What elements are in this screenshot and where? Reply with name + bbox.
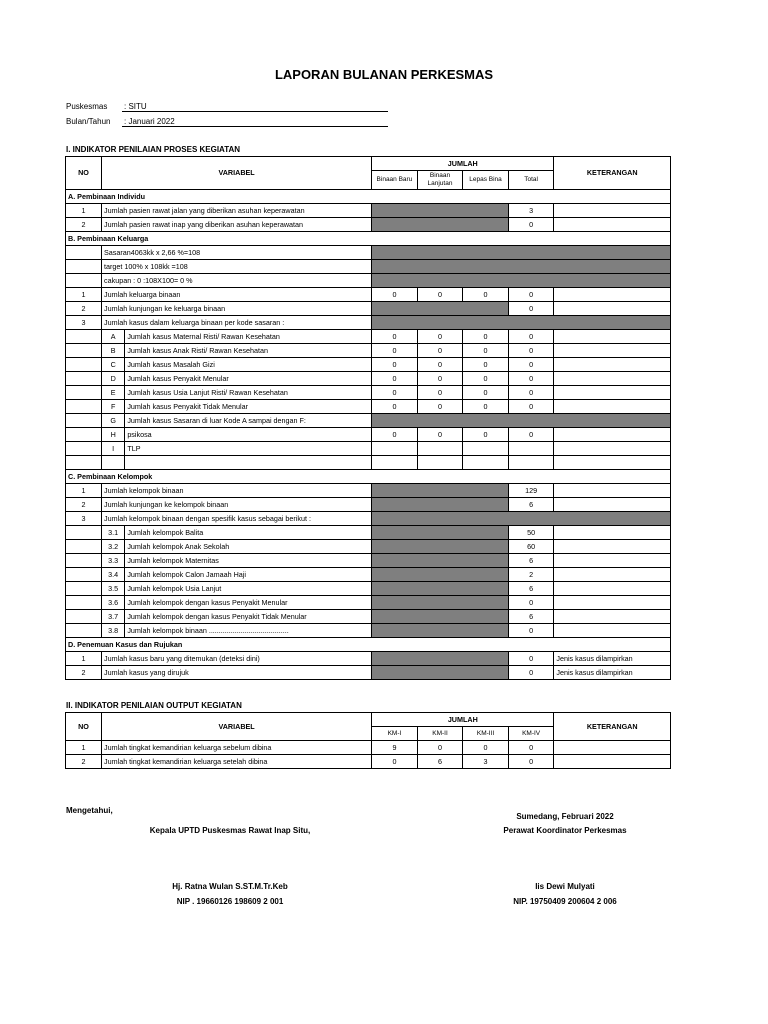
row-no: 2 [66,755,102,769]
table-row [66,428,671,442]
table-row [66,540,671,554]
row-variabel: Jumlah kelompok dengan kasus Penyakit Tidak Menular [125,610,372,624]
row-code: C [102,358,125,372]
row-no: 2 [66,666,102,680]
row-km2: 6 [417,755,463,769]
row-no: 2 [66,302,102,316]
row-total: 0 [508,344,554,358]
row-variabel: Jumlah kelompok dengan kasus Penyakit Menular [125,596,372,610]
row-code: 3.6 [102,596,125,610]
table-row [66,610,671,624]
shaded-cell [372,316,671,330]
row-km3: 0 [463,741,509,755]
table-row [66,246,671,260]
report-title: LAPORAN BULANAN PERKESMAS [274,67,494,82]
row-keterangan [554,755,671,769]
col-lepas-bina: Lepas Bina [463,171,509,190]
row-variabel: Jumlah keluarga binaan [102,288,372,302]
right-signer-nip: NIP. 19750409 200604 2 006 [513,897,617,906]
row-km1: 0 [372,755,418,769]
table-row [66,666,671,680]
row-no: 3 [66,512,102,526]
shaded-cell [372,302,509,316]
empty-cell [66,260,102,274]
row-no: 1 [66,741,102,755]
row-no: 1 [66,484,102,498]
table-row [66,400,671,414]
row-variabel: Jumlah kunjungan ke keluarga binaan [102,302,372,316]
row-variabel: Jumlah kasus Sasaran di luar Kode A sampai dengan F: [125,414,372,428]
note-sasaran: Sasaran4063kk x 2,66 %=108 [102,246,372,260]
table-row [66,288,671,302]
section-2-title: II. INDIKATOR PENILAIAN OUTPUT KEGIATAN [66,701,242,710]
row-total: 50 [508,526,554,540]
row-total: 0 [508,428,554,442]
row-variabel: psikosa [125,428,372,442]
row-binaan-lanjutan: 0 [417,386,463,400]
row-binaan-baru: 0 [372,344,418,358]
shaded-cell [372,554,509,568]
col-keterangan-header: KETERANGAN [554,157,671,190]
process-indicator-table [65,156,671,680]
row-no: 1 [66,204,102,218]
col-variabel-header: VARIABEL [102,157,372,190]
row-km2: 0 [417,741,463,755]
row-variabel: Jumlah pasien rawat inap yang diberikan asuhan keperawatan [102,218,372,232]
row-lepas-bina: 0 [463,344,509,358]
row-variabel: Jumlah pasien rawat jalan yang diberikan asuhan keperawatan [102,204,372,218]
table-row [66,274,671,288]
col-km4: KM-IV [508,727,554,741]
row-no: 2 [66,218,102,232]
shaded-cell [372,484,509,498]
row-no: 1 [66,288,102,302]
row-total: 0 [508,624,554,638]
table-row [66,596,671,610]
row-binaan-lanjutan: 0 [417,330,463,344]
row-variabel: Jumlah kasus Usia Lanjut Risti/ Rawan Kesehatan [125,386,372,400]
note-target: target 100% x 108kk =108 [102,260,372,274]
row-code: 3.5 [102,582,125,596]
shaded-cell [372,624,509,638]
table-row [66,512,671,526]
group-a-title: A. Pembinaan Individu [66,190,671,204]
row-total: 6 [508,498,554,512]
table-row [66,386,671,400]
col-no-header: NO [66,157,102,190]
shaded-cell [372,540,509,554]
row-code: 3.2 [102,540,125,554]
right-signer-name: Iis Dewi Mulyati [535,882,595,891]
shaded-cell [372,568,509,582]
row-no: 3 [66,316,102,330]
row-variabel: Jumlah kasus Maternal Risti/ Rawan Kesehatan [125,330,372,344]
row-keterangan [554,302,671,316]
group-c-title: C. Pembinaan Kelompok [66,470,671,484]
row-total: 0 [508,666,554,680]
table-row [66,204,671,218]
table-row [66,498,671,512]
left-signer-role: Kepala UPTD Puskesmas Rawat Inap Situ, [149,826,311,835]
row-variabel: Jumlah kelompok binaan dengan spesifik kasus sebagai berikut : [102,512,372,526]
row-code: D [102,372,125,386]
row-variabel: Jumlah tingkat kemandirian keluarga sebelum dibina [102,741,372,755]
row-total: 60 [508,540,554,554]
row-variabel: Jumlah kelompok Calon Jamaah Haji [125,568,372,582]
row-code: F [102,400,125,414]
row-variabel: Jumlah kelompok Usia Lanjut [125,582,372,596]
mengetahui-label: Mengetahui, [66,806,113,815]
row-binaan-lanjutan: 0 [417,288,463,302]
section-1-title: I. INDIKATOR PENILAIAN PROSES KEGIATAN [66,145,241,154]
col-no-header: NO [66,713,102,741]
row-total: 129 [508,484,554,498]
row-total: 0 [508,358,554,372]
puskesmas-value: : SITU [122,102,388,112]
shaded-cell [372,596,509,610]
row-keterangan [554,288,671,302]
row-km1: 9 [372,741,418,755]
col-jumlah-header: JUMLAH [372,157,554,171]
col-binaan-lanjutan: Binaan Lanjutan [417,171,463,190]
row-total: 3 [508,204,554,218]
row-total: 0 [508,386,554,400]
row-keterangan: Jenis kasus dilampirkan [554,652,671,666]
row-variabel: Jumlah kunjungan ke kelompok binaan [102,498,372,512]
row-variabel: Jumlah kasus dalam keluarga binaan per kode sasaran : [102,316,372,330]
table-row [66,442,671,456]
row-variabel: Jumlah kasus Penyakit Tidak Menular [125,400,372,414]
shaded-cell [372,260,671,274]
row-lepas-bina: 0 [463,288,509,302]
shaded-cell [372,498,509,512]
puskesmas-label: Puskesmas [66,102,108,111]
row-km4: 0 [508,741,554,755]
empty-cell [66,246,102,260]
shaded-cell [372,218,509,232]
row-binaan-baru: 0 [372,428,418,442]
table-row [66,414,671,428]
table-row [66,218,671,232]
row-total: 6 [508,582,554,596]
shaded-cell [372,666,509,680]
row-code: G [102,414,125,428]
row-binaan-baru: 0 [372,330,418,344]
row-total: 0 [508,652,554,666]
row-code: 3.8 [102,624,125,638]
shaded-cell [372,610,509,624]
row-binaan-lanjutan: 0 [417,428,463,442]
row-code: E [102,386,125,400]
row-total: 2 [508,568,554,582]
shaded-cell [372,512,671,526]
row-lepas-bina: 0 [463,386,509,400]
row-total: 0 [508,302,554,316]
row-variabel: Jumlah kelompok binaan [102,484,372,498]
table-row [66,554,671,568]
table-row [66,260,671,274]
row-variabel: TLP [125,442,372,456]
row-code: 3.4 [102,568,125,582]
row-binaan-lanjutan: 0 [417,372,463,386]
row-binaan-lanjutan: 0 [417,358,463,372]
row-variabel: Jumlah kelompok Maternitas [125,554,372,568]
table-row [66,344,671,358]
row-variabel: Jumlah kasus baru yang ditemukan (deteksi dini) [102,652,372,666]
row-lepas-bina: 0 [463,330,509,344]
shaded-cell [372,414,671,428]
row-total: 0 [508,400,554,414]
row-total: 0 [508,288,554,302]
row-no: 1 [66,652,102,666]
col-km3: KM-III [463,727,509,741]
row-lepas-bina: 0 [463,358,509,372]
row-keterangan [554,204,671,218]
row-binaan-lanjutan: 0 [417,344,463,358]
row-lepas-bina: 0 [463,400,509,414]
row-km3: 3 [463,755,509,769]
col-binaan-baru: Binaan Baru [372,171,418,190]
output-indicator-table [65,712,671,769]
row-lepas-bina: 0 [463,428,509,442]
shaded-cell [372,652,509,666]
group-d-title: D. Penemuan Kasus dan Rujukan [66,638,671,652]
row-code: I [102,442,125,456]
row-keterangan: Jenis kasus dilampirkan [554,666,671,680]
row-variabel: Jumlah kelompok binaan ........................................ [125,624,372,638]
table-row [66,582,671,596]
table-row [66,316,671,330]
row-binaan-baru: 0 [372,386,418,400]
row-code: A [102,330,125,344]
row-no: 2 [66,498,102,512]
row-total: 6 [508,610,554,624]
table-row [66,568,671,582]
row-total: 0 [508,372,554,386]
col-variabel-header: VARIABEL [102,713,372,741]
col-km2: KM-II [417,727,463,741]
row-total: 0 [508,596,554,610]
left-signer-nip: NIP . 19660126 198609 2 001 [176,897,284,906]
shaded-cell [372,274,671,288]
place-date: Sumedang, Februari 2022 [516,812,614,821]
row-variabel: Jumlah kasus Anak Risti/ Rawan Kesehatan [125,344,372,358]
row-code: H [102,428,125,442]
row-total: 0 [508,218,554,232]
col-total: Total [508,171,554,190]
row-variabel: Jumlah kasus Masalah Gizi [125,358,372,372]
shaded-cell [372,204,509,218]
table-row [66,456,671,470]
row-binaan-baru: 0 [372,400,418,414]
group-b-title: B. Pembinaan Keluarga [66,232,671,246]
table-row [66,484,671,498]
table-row [66,372,671,386]
shaded-cell [372,582,509,596]
table-row [66,302,671,316]
shaded-cell [372,246,671,260]
row-variabel: Jumlah kelompok Anak Sekolah [125,540,372,554]
col-jumlah-header: JUMLAH [372,713,554,727]
row-binaan-baru: 0 [372,358,418,372]
row-variabel: Jumlah kelompok Balita [125,526,372,540]
note-cakupan: cakupan : 0 :108X100= 0 % [102,274,372,288]
table-row [66,652,671,666]
col-keterangan-header: KETERANGAN [554,713,671,741]
table-row [66,358,671,372]
row-code: 3.3 [102,554,125,568]
shaded-cell [372,526,509,540]
row-keterangan [554,218,671,232]
row-lepas-bina: 0 [463,372,509,386]
table-row [66,624,671,638]
row-variabel: Jumlah kasus yang dirujuk [102,666,372,680]
row-code: 3.7 [102,610,125,624]
table-row [66,330,671,344]
row-variabel: Jumlah tingkat kemandirian keluarga setelah dibina [102,755,372,769]
bulan-tahun-value: : Januari 2022 [122,117,388,127]
table-row [66,755,671,769]
row-code: B [102,344,125,358]
row-binaan-baru: 0 [372,288,418,302]
row-keterangan [554,741,671,755]
table-row [66,741,671,755]
row-variabel: Jumlah kasus Penyakit Menular [125,372,372,386]
row-code: 3.1 [102,526,125,540]
right-signer-role: Perawat Koordinator Perkesmas [503,826,627,835]
row-binaan-lanjutan: 0 [417,400,463,414]
row-binaan-baru: 0 [372,372,418,386]
row-km4: 0 [508,755,554,769]
row-total: 0 [508,330,554,344]
left-signer-name: Hj. Ratna Wulan S.ST.M.Tr.Keb [172,882,288,891]
bulan-tahun-label: Bulan/Tahun [66,117,111,126]
empty-cell [66,274,102,288]
row-total: 6 [508,554,554,568]
col-km1: KM-I [372,727,418,741]
table-row [66,526,671,540]
